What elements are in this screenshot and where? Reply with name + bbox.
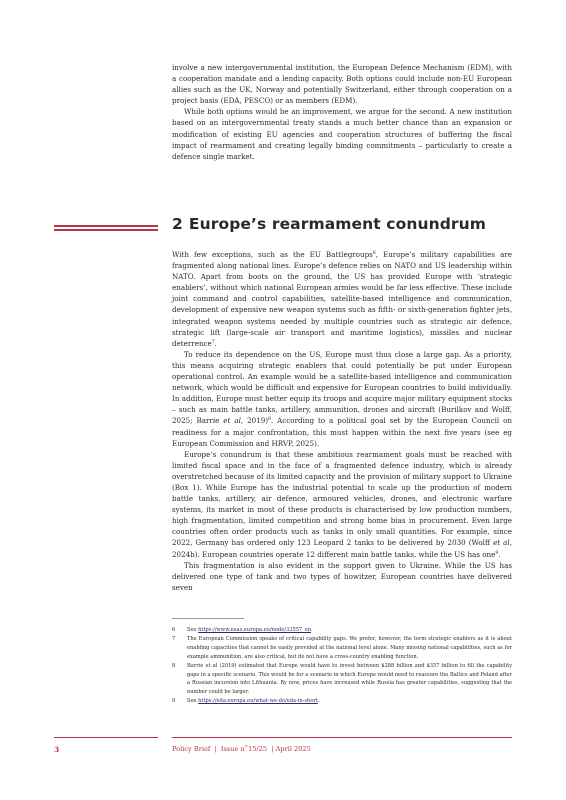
intro-text: [172, 62, 512, 162]
footnote-number: 9: [172, 698, 176, 705]
footnote-divider: [172, 618, 244, 619]
section-title: Europe’s rearmament conundrum: [188, 215, 487, 233]
footnotes: [172, 626, 512, 706]
body-paragraph-4: This fragmentation is also evident in the support given to Ukraine. While the US has delivered one type of tank and two types of howitzer, European countries have delivered seven: [172, 560, 512, 592]
footer-rule-right: [172, 737, 512, 738]
footnote-ref[interactable]: 7: [211, 339, 215, 345]
footnote-number: 7: [172, 636, 176, 643]
section-body: [172, 249, 512, 593]
footnote-ref[interactable]: 9: [495, 550, 499, 556]
footnote-link[interactable]: https://www.eeas.europa.eu/node/33557_en: [198, 627, 312, 633]
intro-paragraph-1: involve a new intergovernmental institution, the European Defence Mechanism (EDM), with a cooperation mandate and a lending capacity. Both options could include non-EU European allies such as the UK, Norway and potentially Switzerland, either through cooperation on a project basis (EDA, PESCO) or as members (EDM).: [172, 63, 512, 106]
page-number: 3: [54, 745, 60, 754]
footnote-ref[interactable]: 8: [268, 417, 271, 423]
footnote-item: 9 See https://eda.europa.eu/what-we-do/eda-in-short.: [172, 698, 320, 705]
footnote-number: 6: [172, 627, 176, 633]
intro-paragraph-2: While both options would be an improvement, we argue for the second. A new institution based on an intergovernmental treaty stands a much better chance than an expansion or modification of existing EU agencies and cooperation structures of buffering the fiscal impact of rearmament and creating legally binding commitments – particularly to create a defence single market.: [172, 107, 512, 161]
footnote-link[interactable]: https://eda.europa.eu/what-we-do/eda-in-short: [198, 698, 318, 705]
footnote-ref[interactable]: 6: [372, 251, 376, 256]
section-heading: [172, 215, 486, 233]
body-paragraph-3: Europe’s conundrum is that these ambitious rearmament goals must be reached with limited fiscal space and in the face of a fragmented defence industry, which is already overstretched because of its limited capacity and the provision of military support to Ukraine (Box 1). While Europe has the industrial potential to scale up the production of modern battle tanks, artillery, air defence, armoured vehicles, drones, and electronic warfare systems, its market in most of these products is characterised by low production numbers, high fragmentation, limited competition and strong home bias in procurement. Even large countries often order products such as tanks in only small quantities. For example, since 2022, Germany has ordered only 123 Leopard 2 tanks to be delivered by 2030 (Wolff et al, 2024b). European countries operate 12 different main battle tanks, while the US has one$^9$.: [172, 449, 513, 559]
footnote-number: 8: [172, 662, 176, 669]
footer-rule-left: [54, 737, 158, 738]
footnote-item: [172, 635, 512, 661]
section-rule-top: [54, 225, 158, 227]
section-number: 2: [172, 215, 183, 233]
body-paragraph-1: With few exceptions, such as the EU Battlegroups$^6$, Europe’s military capabilities are fragmented along national lines. Europe’s defence relies on NATO and US leadership within NATO. Apart from boots on the ground, the US has provided Europe with ‘strategic enablers’, without which national European armies would be far less effective. These include joint command and control capabilities, satellite-based intelligence and communication, development of expensive new weapon systems such as fifth- or sixth-generation fighter jets, integrated weapon systems needed by multiple countries such as strategic air defence, strategic lift (large-scale air transport and maritime logistics), missiles and nuclear deterrence$^7$.: [172, 250, 512, 348]
footnote-text: The European Commission speaks of critical capability gaps. We prefer, however, the term strategic enablers as it is about enabling capacities that cannot be easily provided at the national level alone. Many missing national capabilities, such as for example ammunition, are also critical, but do not have a cross-country enabling function.: [187, 636, 512, 660]
footnote-text: Barrie et al (2019) estimated that Europe would have to invest between $288 billion and $357 billion to fill the capability gaps in a specific scenario. This would be for a scenario in which Europe would need to reassure the Baltics and Poland after a Russian incursion into Lithuania. By now, prices have increased while Russia has greater capabilities, suggesting that the number could be larger.: [187, 662, 512, 695]
footnote-item: [172, 662, 512, 697]
footer-publication-info: Policy Brief | Issue n˚15/25 | April 2025: [172, 745, 311, 753]
footnote-item: 6 See https://www.eeas.europa.eu/node/33557_en.: [172, 627, 313, 633]
section-rule-bottom: [54, 229, 158, 231]
body-paragraph-2: To reduce its dependence on the US, Europe must thus close a large gap. As a priority, this means acquiring strategic enablers that could potentially be put under European operational control. An example would be a satellite-based intelligence and communication network, which would be difficult and expensive for European countries to build individually. In addition, Europe must better equip its troops and acquire major military equipment stocks – such as main battle tanks, artillery, ammunition, drones and aircraft (Burilkov and Wolff, 2025; Barrie et al, 2019)$^8$. According to a political goal set by the European Council on readiness for a major confrontation, this must happen within the next five years (see eg European Commission and HRVP, 2025).: [172, 349, 513, 448]
